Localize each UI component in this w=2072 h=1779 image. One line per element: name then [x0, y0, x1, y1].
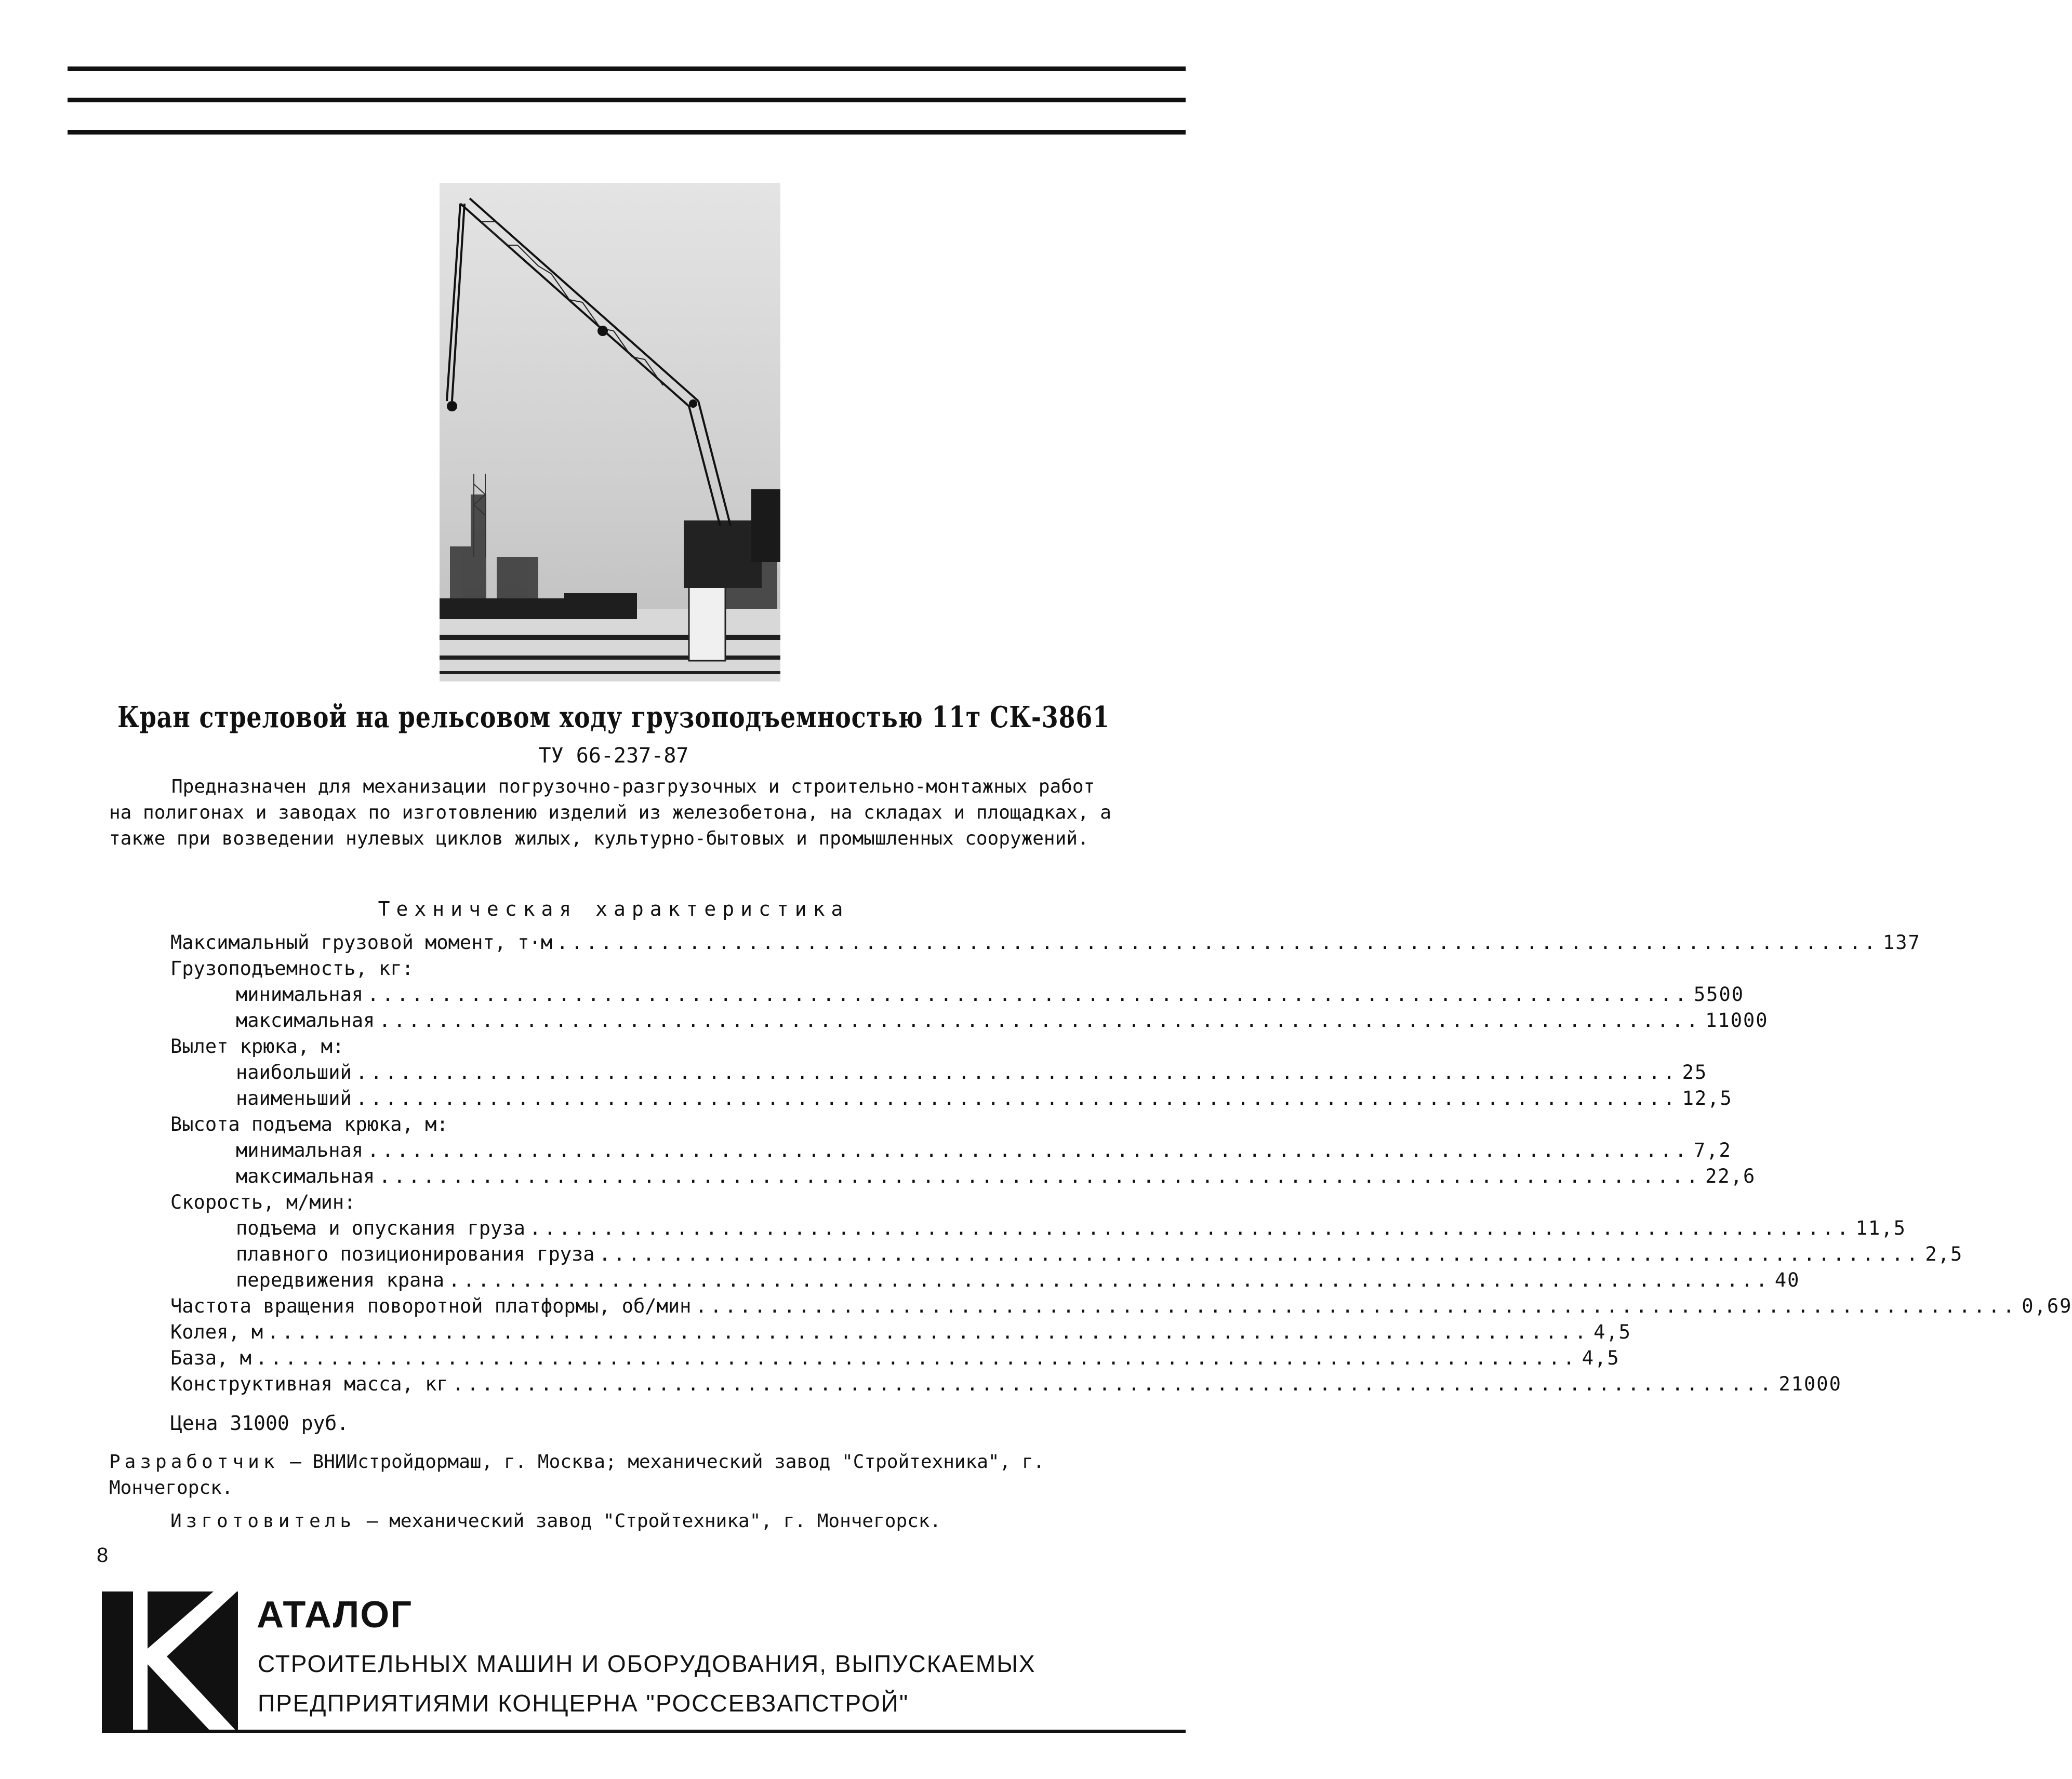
spec-label: минимальная: [236, 983, 364, 1006]
spec-label: Скорость, м/мин:: [170, 1191, 356, 1213]
spec-label: максимальная: [236, 1009, 375, 1032]
spec-value: 2,5: [1925, 1243, 1963, 1265]
spec-label: наибольший: [236, 1061, 352, 1084]
dot-leader: ..........................................................................................: [379, 1165, 1702, 1187]
spec-value: 137: [1882, 931, 1921, 954]
spec-label: максимальная: [236, 1165, 375, 1187]
developer-text: – ВНИИстройдормаш, г. Москва; механический завод "Стройтехника", г. Мончегорск.: [109, 1451, 1045, 1499]
spec-row: [170, 1060, 1708, 1086]
spec-row: [170, 1008, 1769, 1034]
spec-row: [170, 1241, 1963, 1267]
dot-leader: ..........................................................................................: [448, 1269, 1771, 1291]
spec-value: 4,5: [1582, 1347, 1620, 1369]
spec-label: минимальная: [236, 1139, 364, 1161]
catalog-subtitle-line2: ПРЕДПРИЯТИЯМИ КОНЦЕРНА "РОССЕВЗАПСТРОЙ": [258, 1690, 909, 1717]
spec-value: 7,2: [1693, 1139, 1732, 1161]
page-number: 8: [97, 1544, 109, 1567]
specs-table: [170, 930, 2072, 1397]
manufacturer-info: [170, 1508, 941, 1534]
developer-label: Разработчик: [109, 1451, 279, 1473]
spec-row: [170, 1267, 1800, 1293]
specs-heading: Техническая характеристика: [378, 898, 849, 920]
spec-row: [170, 1086, 1733, 1112]
dot-leader: ..........................................................................................: [355, 1087, 1678, 1109]
catalog-k-logo: [102, 1591, 238, 1733]
product-title: Кран стреловой на рельсовом ходу грузоподъемностью 11т СК-3861: [117, 700, 1110, 734]
spec-row: [170, 930, 1921, 956]
spec-label: Максимальный грузовой момент, т·м: [170, 931, 553, 954]
catalog-subtitle-line1: СТРОИТЕЛЬНЫХ МАШИН И ОБОРУДОВАНИЯ, ВЫПУСКАЕМЫХ: [258, 1650, 1036, 1677]
spec-value: 12,5: [1682, 1087, 1733, 1109]
spec-value: 21000: [1778, 1373, 1842, 1395]
spec-value: 25: [1682, 1061, 1708, 1084]
spec-row: [170, 956, 1012, 982]
spec-label: Грузоподъемность, кг:: [170, 957, 414, 980]
top-rule-1: [68, 66, 1186, 71]
price: Цена 31000 руб.: [170, 1412, 349, 1435]
dot-leader: ..........................................................................................: [599, 1243, 1921, 1265]
product-standard: ТУ 66-237-87: [538, 744, 689, 768]
spec-row: [170, 1293, 2072, 1319]
dot-leader: ..........................................................................................: [529, 1217, 1852, 1239]
top-rule-2: [68, 98, 1186, 102]
spec-row: [170, 1371, 1842, 1397]
spec-value: 11000: [1705, 1009, 1769, 1032]
spec-row: [170, 1319, 1631, 1345]
dot-leader: ..........................................................................................: [556, 931, 1879, 954]
spec-row: [170, 1138, 1732, 1163]
spec-label: наименьший: [236, 1087, 352, 1109]
developer-info: [109, 1449, 1127, 1501]
spec-label: Колея, м: [170, 1321, 263, 1343]
spec-row: [170, 1112, 1012, 1138]
spec-label: Высота подъема крюка, м:: [170, 1113, 448, 1135]
spec-value: 5500: [1693, 983, 1744, 1006]
manufacturer-label: Изготовитель: [170, 1510, 356, 1532]
catalog-title: АТАЛОГ: [257, 1594, 413, 1636]
spec-row: [170, 1034, 1012, 1060]
spec-label: плавного позиционирования груза: [236, 1243, 595, 1265]
spec-value: 4,5: [1593, 1321, 1631, 1343]
spec-label: подъема и опускания груза: [236, 1217, 525, 1239]
spec-label: База, м: [170, 1347, 251, 1369]
spec-value: 11,5: [1855, 1217, 1906, 1239]
dot-leader: ..........................................................................................: [367, 1139, 1690, 1161]
dot-leader: ..........................................................................................: [267, 1321, 1590, 1343]
dot-leader: ..........................................................................................: [379, 1009, 1702, 1032]
spec-value: 22,6: [1705, 1165, 1756, 1187]
spec-row: [170, 1345, 1620, 1371]
manufacturer-text: – механический завод "Стройтехника", г. Мончегорск.: [366, 1510, 941, 1532]
spec-row: [170, 1163, 1756, 1189]
dot-leader: ..........................................................................................: [695, 1295, 2018, 1317]
crane-photo: [440, 183, 780, 681]
spec-label: передвижения крана: [236, 1269, 444, 1291]
spec-label: Конструктивная масса, кг: [170, 1373, 448, 1395]
spec-value: 0,69: [2022, 1295, 2072, 1317]
bottom-rule: [102, 1730, 1186, 1733]
spec-row: [170, 1215, 1906, 1241]
dot-leader: ..........................................................................................: [452, 1373, 1775, 1395]
spec-value: 40: [1774, 1269, 1800, 1291]
spec-label: Вылет крюка, м:: [170, 1035, 344, 1058]
dot-leader: ..........................................................................................: [255, 1347, 1578, 1369]
top-rule-3: [68, 130, 1186, 135]
dot-leader: ..........................................................................................: [367, 983, 1690, 1006]
spec-row: [170, 1189, 1012, 1215]
spec-row: [170, 982, 1744, 1008]
product-description: Предназначен для механизации погрузочно-разгрузочных и строительно-монтажных работ на полигонах и заводах по изготовлению изделий из железобетона, на складах и площадках, а также при возведении нулевых циклов жилых, культурно-бытовых и промышленных сооружений.: [109, 776, 1111, 849]
dot-leader: ..........................................................................................: [355, 1061, 1678, 1084]
spec-label: Частота вращения поворотной платформы, об/мин: [170, 1295, 692, 1317]
